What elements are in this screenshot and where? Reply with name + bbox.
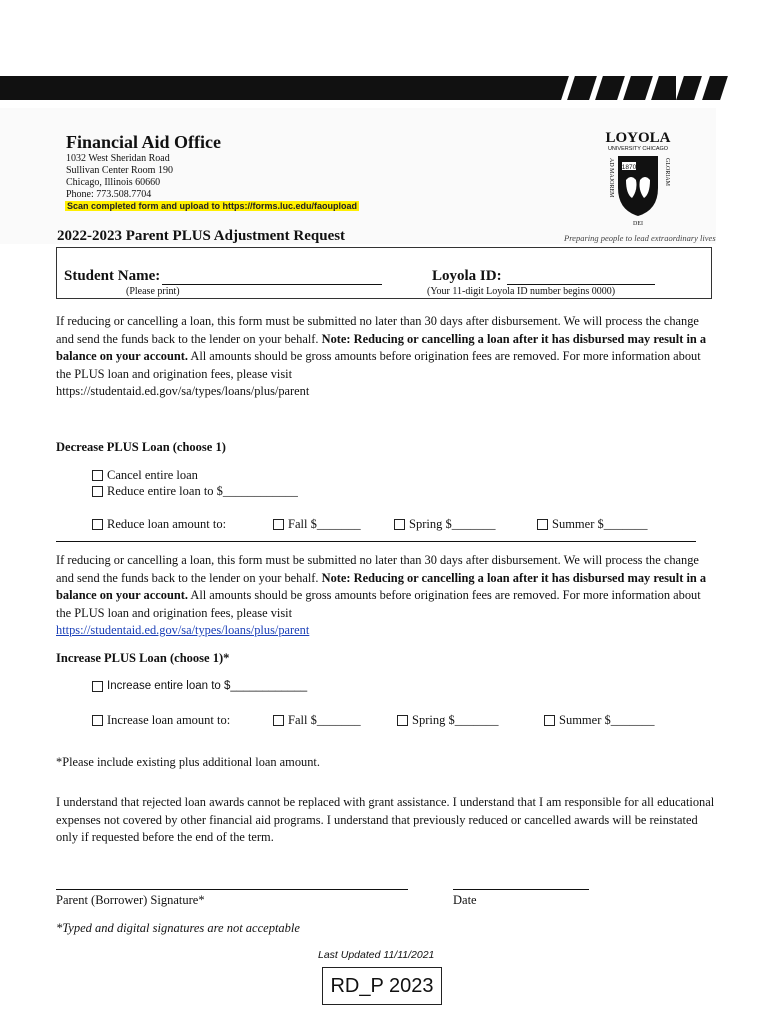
parent-signature-line[interactable] [56, 889, 408, 890]
increase-fall-option[interactable]: Fall $_______ [273, 713, 361, 728]
plus-info-link[interactable]: https://studentaid.ed.gov/sa/types/loans/plus/parent [56, 623, 310, 637]
reduce-entire-option[interactable]: Reduce entire loan to $____________ [92, 484, 298, 499]
logo-name: LOYOLA [605, 130, 671, 146]
office-title: Financial Aid Office [66, 132, 221, 152]
logo-motto-left: AD MAJOREM [608, 158, 614, 198]
tagline: Preparing people to lead extraordinary lives [564, 233, 716, 243]
cancel-entire-option[interactable]: Cancel entire loan [92, 468, 198, 483]
student-name-field[interactable] [162, 268, 382, 285]
increase-entire-option[interactable]: Increase entire loan to $____________ [92, 680, 307, 692]
loyola-seal-icon [598, 128, 678, 228]
date-line[interactable] [453, 889, 589, 890]
intro-paragraph: If reducing or cancelling a loan, this form must be submitted no later than 30 days after disbursement. We will process the change and send the funds back to the lender on your behalf. Note: Reducing or cancelling a loan after it has disbursed may result in a balance on your account. All amounts should be gross amounts before origination fees are removed. For more information about the PLUS loan and origination fees, please visit https://studentaid.ed.gov/sa/types/loans/plus/parent [56, 314, 707, 398]
checkbox[interactable] [273, 519, 284, 530]
reduce-amount-option[interactable]: Reduce loan amount to: [92, 517, 226, 532]
loyola-logo [598, 128, 678, 228]
logo-motto-bottom: DEI [633, 221, 643, 227]
acknowledgement-paragraph: I understand that rejected loan awards cannot be replaced with grant assistance. I understand that I am responsible for all educational expenses not covered by other financial aid programs. I understand that previously reduced or cancelled awards will be reinstated only if requested before the end of the term. [56, 795, 715, 844]
form-title: 2022-2023 Parent PLUS Adjustment Request [57, 228, 346, 244]
checkbox[interactable] [544, 715, 555, 726]
address-line: 1032 West Sheridan Road [66, 153, 170, 164]
checkbox[interactable] [92, 715, 103, 726]
loyola-id-hint: (Your 11-digit Loyola ID number begins 0000) [427, 286, 616, 297]
checkbox[interactable] [92, 681, 103, 692]
decrease-summer-option[interactable]: Summer $_______ [537, 517, 647, 532]
address-line: Phone: 773.508.7704 [66, 189, 152, 200]
checkbox[interactable] [92, 470, 103, 481]
student-name-label: Student Name: [64, 268, 161, 284]
increase-amount-option[interactable]: Increase loan amount to: [92, 713, 230, 728]
loyola-id-label: Loyola ID: [432, 268, 502, 284]
checkbox[interactable] [397, 715, 408, 726]
checkbox[interactable] [92, 486, 103, 497]
checkbox[interactable] [394, 519, 405, 530]
increase-summer-option[interactable]: Summer $_______ [544, 713, 654, 728]
decrease-fall-option[interactable]: Fall $_______ [273, 517, 361, 532]
form-code-box [322, 967, 442, 1005]
decrease-section-title: Decrease PLUS Loan (choose 1) [56, 440, 226, 454]
decrease-spring-option[interactable]: Spring $_______ [394, 517, 495, 532]
logo-motto-right: GLORIAM [664, 158, 670, 186]
second-paragraph: If reducing or cancelling a loan, this form must be submitted no later than 30 days after disbursement. We will process the change and send the funds back to the lender on your behalf. Note: Reducing or cancelling a loan after it has disbursed may result in a balance on your account. All amounts should be gross amounts before origination fees are removed. For more information about the PLUS loan and origination fees, please visit https://studentaid.ed.gov/sa/types/loans/plus/parent [56, 553, 707, 637]
last-updated: Last Updated 11/11/2021 [318, 949, 435, 961]
loyola-id-field[interactable] [507, 268, 655, 285]
increase-spring-option[interactable]: Spring $_______ [397, 713, 498, 728]
checkbox[interactable] [537, 519, 548, 530]
signature-note: *Typed and digital signatures are not acceptable [56, 921, 300, 935]
logo-subname: UNIVERSITY CHICAGO [607, 146, 669, 152]
form-code: RD_P 2023 [330, 974, 434, 997]
section-divider [56, 541, 696, 542]
date-label: Date [453, 893, 477, 907]
logo-year: 1870 [621, 164, 637, 171]
footnote: *Please include existing plus additional loan amount. [56, 755, 320, 769]
plus-info-url: https://studentaid.ed.gov/sa/types/loans/plus/parent [56, 384, 310, 398]
scan-upload-note: Scan completed form and upload to https://forms.luc.edu/faoupload [67, 201, 358, 211]
address-line: Chicago, Illinois 60660 [66, 177, 161, 188]
address-line: Sullivan Center Room 190 [66, 165, 173, 176]
parent-signature-label: Parent (Borrower) Signature* [56, 893, 205, 907]
checkbox[interactable] [92, 519, 103, 530]
increase-section-title: Increase PLUS Loan (choose 1)* [56, 651, 230, 665]
student-name-hint: (Please print) [126, 286, 180, 297]
checkbox[interactable] [273, 715, 284, 726]
